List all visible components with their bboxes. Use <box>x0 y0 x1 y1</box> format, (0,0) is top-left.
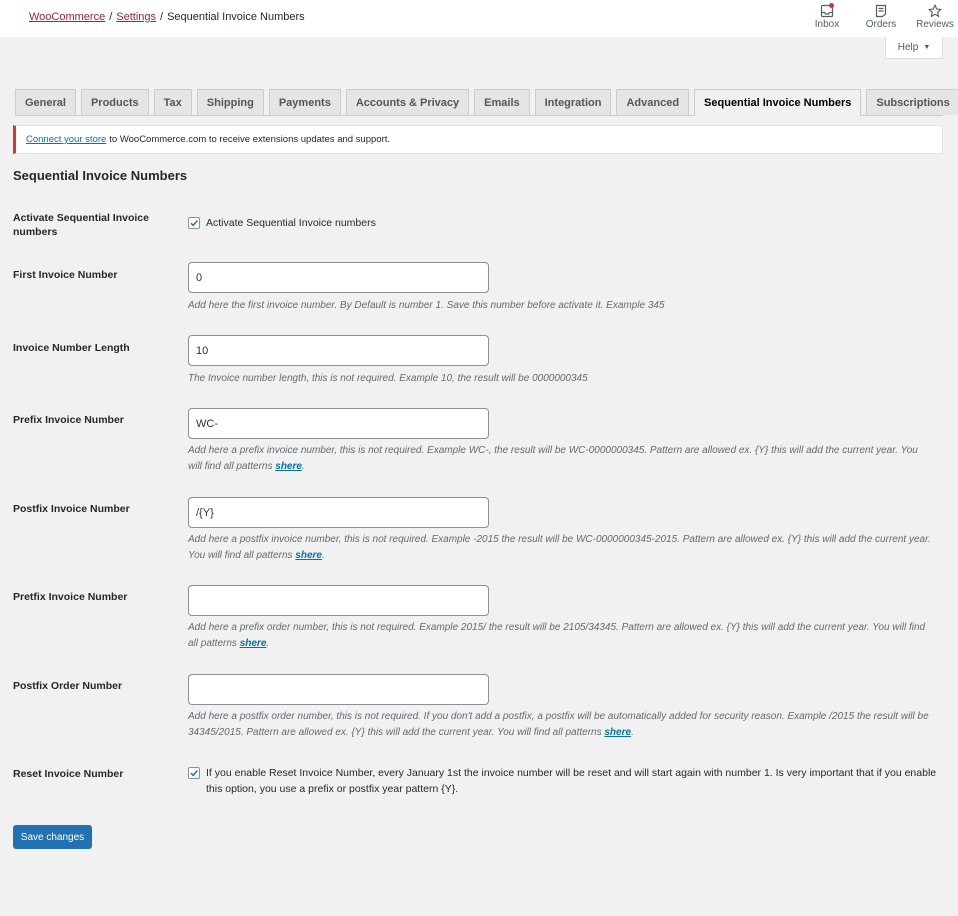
first-number-label: First Invoice Number <box>13 269 118 281</box>
reset-checkbox-label: If you enable Reset Invoice Number, every January 1st the invoice number will be reset and will start again with number 1. Is very important that if you enable this option, you use a prefix or postfix year pattern {Y}. <box>206 767 937 795</box>
prefix-order-label: Pretfix Invoice Number <box>13 591 128 603</box>
tab-advanced[interactable]: Advanced <box>616 89 689 115</box>
connect-store-notice <box>13 125 943 154</box>
tab-tax[interactable]: Tax <box>154 89 192 115</box>
activate-label: Activate Sequential Invoice numbers <box>13 212 149 238</box>
prefix-invoice-label: Prefix Invoice Number <box>13 414 124 426</box>
postfix-order-description <box>188 709 933 741</box>
help-label: Help <box>897 42 919 53</box>
tab-shipping[interactable]: Shipping <box>197 89 264 115</box>
tab-integration[interactable]: Integration <box>535 89 612 115</box>
desc-period: . <box>631 727 634 738</box>
postfix-invoice-desc-text: Add here a postfix invoice number, this is not required. Example -2015 the result will be WC-0000000345-2015. Pattern are allowed ex. {Y} this will add the current year. You will find all patterns <box>188 534 931 561</box>
prefix-invoice-input[interactable]: WC- <box>188 408 489 439</box>
prefix-order-input[interactable] <box>188 585 489 616</box>
prefix-order-description <box>188 620 933 652</box>
breadcrumb-current: Sequential Invoice Numbers <box>167 11 305 23</box>
activity-inbox[interactable] <box>804 2 850 35</box>
desc-period: . <box>321 550 325 561</box>
postfix-invoice-input[interactable]: /{Y} <box>188 497 489 528</box>
breadcrumb <box>29 11 305 23</box>
postfix-order-desc-text: Add here a postfix order number, this is not required. If you don't add a postfix, a postfix will be automatically added for security reason. Example /2015 the result will be 34345/2015. Pattern are allowed ex. {Y} this will add the current year. You will find all patterns <box>188 711 929 738</box>
patterns-link[interactable]: shere <box>275 461 302 472</box>
checkmark-icon <box>188 767 200 779</box>
tab-payments[interactable]: Payments <box>269 89 341 115</box>
connect-store-link[interactable]: Connect your store <box>26 134 107 145</box>
activity-reviews[interactable] <box>912 2 958 35</box>
tab-general[interactable]: General <box>15 89 76 115</box>
top-header <box>0 0 958 37</box>
reset-checkbox[interactable] <box>188 767 200 779</box>
activity-panel <box>804 2 958 35</box>
star-icon <box>928 4 942 18</box>
desc-period: . <box>301 461 305 472</box>
postfix-invoice-description <box>188 532 933 564</box>
length-description: The Invoice number length, this is not required. Example 10, the result will be 0000000345 <box>188 373 588 384</box>
settings-tabs <box>15 89 950 116</box>
breadcrumb-settings[interactable]: Settings <box>116 11 157 23</box>
postfix-order-input[interactable] <box>188 674 489 705</box>
prefix-order-desc-text: Add here a prefix order number, this is not required. Example 2015/ the result will be 2105/34345. Pattern are allowed ex. {Y} this will add the current year. You will find all patterns <box>188 622 926 649</box>
reset-label: Reset Invoice Number <box>13 768 124 780</box>
activity-orders-label: Orders <box>865 19 897 30</box>
caret-down-icon: ▼ <box>923 44 931 51</box>
activate-checkbox-label: Activate Sequential Invoice numbers <box>206 217 376 229</box>
tab-emails[interactable]: Emails <box>474 89 529 115</box>
save-changes-button[interactable]: Save changes <box>13 825 92 849</box>
breadcrumb-woocommerce[interactable]: WooCommerce <box>29 11 106 23</box>
first-number-description: Add here the first invoice number. By Default is number 1. Save this number before activate it. Example 345 <box>188 300 665 311</box>
length-label: Invoice Number Length <box>13 342 130 354</box>
checkmark-icon <box>188 217 200 229</box>
tab-sequential-invoice-numbers[interactable]: Sequential Invoice Numbers <box>694 89 861 116</box>
breadcrumb-separator: / <box>109 11 113 23</box>
reset-checkbox-row[interactable] <box>188 765 938 797</box>
activity-reviews-label: Reviews <box>916 19 954 30</box>
desc-period: . <box>266 638 270 649</box>
notice-text: to WooCommerce.com to receive extensions updates and support. <box>109 134 391 145</box>
section-title: Sequential Invoice Numbers <box>13 168 188 183</box>
tab-accounts-privacy[interactable]: Accounts & Privacy <box>346 89 469 115</box>
length-input[interactable]: 10 <box>188 335 489 366</box>
activity-orders[interactable] <box>858 2 904 35</box>
orders-icon <box>874 4 888 18</box>
patterns-link[interactable]: shere <box>604 727 632 738</box>
postfix-order-label: Postfix Order Number <box>13 680 123 692</box>
tab-products[interactable]: Products <box>81 89 149 115</box>
activity-inbox-label: Inbox <box>814 19 840 30</box>
patterns-link[interactable]: shere <box>239 638 267 649</box>
first-number-input[interactable]: 0 <box>188 262 489 293</box>
prefix-invoice-desc-text: Add here a prefix invoice number, this is not required. Example WC-, the result will be WC-0000000345. Pattern are allowed ex. {Y} this will add the current year. You will find all patterns <box>188 445 918 472</box>
tab-subscriptions[interactable]: Subscriptions <box>866 89 958 115</box>
notification-dot <box>829 3 834 8</box>
help-tab-button[interactable] <box>885 37 943 59</box>
postfix-invoice-label: Postfix Invoice Number <box>13 503 130 515</box>
breadcrumb-separator: / <box>160 11 164 23</box>
activate-checkbox-row[interactable] <box>188 215 376 231</box>
patterns-link[interactable]: shere <box>295 550 322 561</box>
prefix-invoice-description <box>188 443 933 475</box>
activate-checkbox[interactable] <box>188 217 200 229</box>
